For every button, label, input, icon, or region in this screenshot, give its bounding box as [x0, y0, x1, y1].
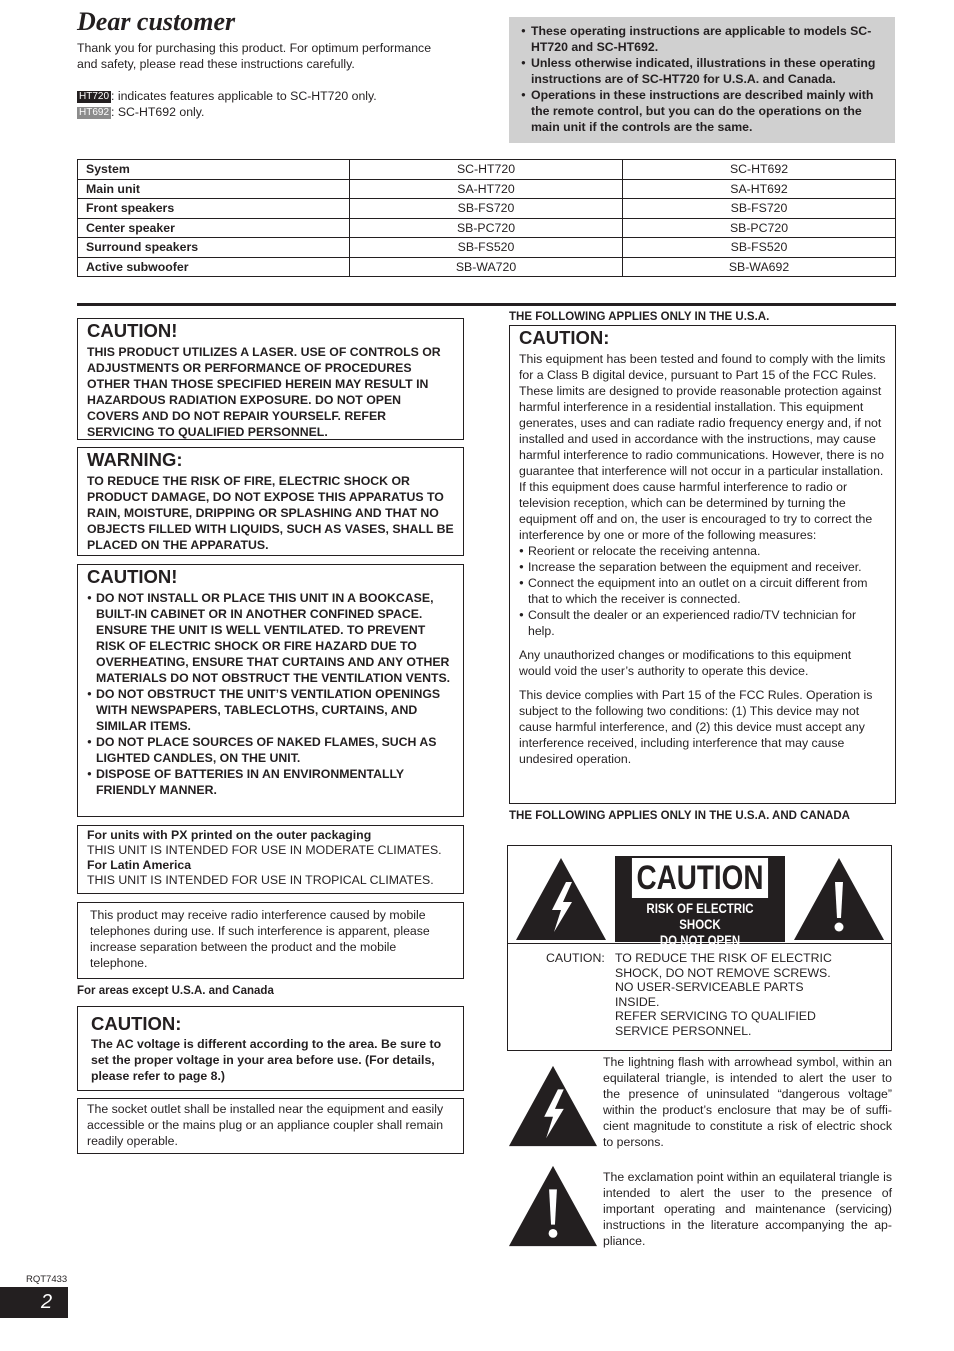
caution-plate [615, 856, 785, 948]
warning-box [77, 447, 464, 556]
fcc-caution-title: CAUTION: [519, 327, 610, 348]
ht720-tag-text: : indicates features applicable to SC-HT720 only. [111, 89, 377, 103]
radio-interference-text: This product may receive radio interference caused by mobile telephones during use. If such interference is apparent, please increase separation between the product and the mobile telephone. [90, 908, 430, 970]
fcc-caution-box [509, 325, 896, 804]
lightning-triangle-icon [514, 856, 608, 942]
tag-line-ht692 [77, 104, 497, 120]
px-heading: For units with PX printed on the outer packaging [87, 828, 372, 842]
list-item: ● DO NOT OBSTRUCT THE UNIT’S VENTILATION OPENINGS WITH NEWSPAPERS, TABLECLOTHS, CURTAINS, AND SIMILAR ITEMS. [87, 686, 454, 734]
areas-heading: For areas except U.S.A. and Canada [77, 985, 274, 997]
table-cell: SB-PC720 [623, 218, 896, 238]
ht692-tag: HT692 [79, 107, 110, 118]
caution-plate-title: CAUTION [632, 858, 768, 898]
latin-text: THIS UNIT IS INTENDED FOR USE IN TROPICAL CLIMATES. [87, 873, 434, 887]
table-cell: Active subwoofer [78, 257, 350, 277]
note-item: ● Operations in these instructions are described mainly with the remote control, but you can do the operations on the main unit if the controls are the same. [521, 87, 883, 135]
table-cell: SB-PC720 [350, 218, 623, 238]
voltage-caution-text: The AC voltage is different according to the area. Be sure to set the proper voltage in your area before use. (For details, please refer to page 8.) [91, 1037, 442, 1083]
px-text: THIS UNIT IS INTENDED FOR USE IN MODERATE CLIMATES. [87, 843, 442, 857]
table-cell: SC-HT720 [350, 160, 623, 180]
list-item: ● Reorient or relocate the receiving antenna. [519, 543, 886, 559]
laser-caution-box [77, 318, 464, 440]
exclamation-triangle-icon [507, 1163, 599, 1249]
ht720-tag: HT720 [79, 91, 110, 102]
intro-line: and safety, please read these instructions carefully. [77, 57, 355, 71]
table-cell: SB-WA720 [350, 257, 623, 277]
table-cell: SB-FS720 [350, 199, 623, 219]
table-cell: SA-HT720 [350, 179, 623, 199]
caution-line: TO REDUCE THE RISK OF ELECTRIC [615, 951, 832, 965]
table-cell: SB-FS520 [623, 238, 896, 258]
exclamation-symbol-text: The exclamation point within an equilateral triangle is intended to alert the user to the presence of important operating and maintenance (servicing) instructions in the literature accompanying the ap-pliance. [603, 1170, 892, 1248]
caution-lines [615, 951, 832, 1038]
caution-symbol-panel [507, 845, 892, 1051]
table-cell: SC-HT692 [623, 160, 896, 180]
exclamation-triangle-icon [792, 856, 886, 942]
caution-line: NO USER-SERVICEABLE PARTS [615, 980, 804, 994]
ventilation-caution-title: CAUTION! [87, 566, 178, 587]
section-divider [77, 303, 896, 306]
fcc-paragraph: This device complies with Part 15 of the FCC Rules. Operation is subject to the following two conditions: (1) This device may not cause harmful interference, and (2) this device must accept any interference received, including interference that may cause undesired operation. [519, 688, 873, 766]
usa-canada-heading: THE FOLLOWING APPLIES ONLY IN THE U.S.A. AND CANADA [509, 810, 850, 822]
caution-line: SHOCK, DO NOT REMOVE SCREWS. [615, 965, 831, 980]
table-row [78, 218, 896, 238]
table-row [78, 238, 896, 258]
table-cell: SB-FS720 [623, 199, 896, 219]
caution-line: REFER SERVICING TO QUALIFIED [615, 1009, 816, 1023]
socket-box [77, 1098, 464, 1154]
lightning-triangle-icon [507, 1063, 599, 1149]
list-item: ● DO NOT INSTALL OR PLACE THIS UNIT IN A BOOKCASE, BUILT-IN CABINET OR IN ANOTHER CONFINED SPACE. ENSURE THE UNIT IS WELL VENTILATED. TO PREVENT RISK OF ELECTRIC SHOCK OR FIRE HAZARD DUE TO OVERHEATING, ENSURE THAT CURTAINS AND ANY OTHER MATERIALS DO NOT OBSTRUCT THE VENTILATION VENTS. [87, 590, 454, 686]
table-cell: SB-WA692 [623, 257, 896, 277]
usa-heading: THE FOLLOWING APPLIES ONLY IN THE U.S.A. [509, 311, 770, 323]
note-item: ● These operating instructions are applicable to models SC-HT720 and SC-HT692. [521, 23, 883, 55]
laser-caution-title: CAUTION! [87, 320, 178, 341]
table-cell: Center speaker [78, 218, 350, 238]
list-item: ● DO NOT PLACE SOURCES OF NAKED FLAMES, SUCH AS LIGHTED CANDLES, ON THE UNIT. [87, 734, 454, 766]
caution-plate-subtitle [629, 901, 772, 949]
caution-line: INSIDE. [615, 994, 660, 1009]
latin-heading: For Latin America [87, 858, 192, 872]
warning-text: TO REDUCE THE RISK OF FIRE, ELECTRIC SHOCK OR PRODUCT DAMAGE, DO NOT EXPOSE THIS APPARATUS TO RAIN, MOISTURE, DRIPPING OR SPLASHING AND THAT NO OBJECTS FILLED WITH LIQUIDS, SUCH AS VASES, SHALL BE PLACED ON THE APPARATUS. [87, 474, 454, 552]
lightning-symbol-text: The lightning flash with arrowhead symbol, within an equilateral triangle, is intended to alert the user to the presence of uninsulated “dangerous voltage” within the product’s enclosure that may be of suffi-cient magnitude to constitute a risk of electric shock to persons. [603, 1055, 892, 1149]
page-title: Dear customer [77, 7, 236, 36]
table-cell: System [78, 160, 350, 180]
intro-text [77, 40, 497, 120]
note-item: ● Unless otherwise indicated, illustrations in these operating instructions are of SC-HT720 for U.S.A. and Canada. [521, 55, 883, 87]
caution-plate-line: DO NOT OPEN [659, 933, 741, 948]
fcc-measures-list [519, 543, 886, 639]
page-number: 2 [0, 1287, 68, 1318]
notes-box [509, 17, 895, 143]
caution-plate-line: RISK OF ELECTRIC SHOCK [646, 901, 754, 932]
table-cell: SA-HT692 [623, 179, 896, 199]
table-row [78, 199, 896, 219]
radio-interference-box [77, 902, 464, 979]
table-row [78, 257, 896, 277]
caution-symbol-row [508, 846, 891, 948]
table-cell: Front speakers [78, 199, 350, 219]
fcc-paragraph: This equipment has been tested and found to comply with the limits for a Class B digital device, pursuant to Part 15 of the FCC Rules. [519, 352, 886, 382]
fcc-paragraph: These limits are designed to provide reasonable protection against harmful interference in a residential installation. This equipment generates, uses and can radiate radio frequency energy and, if not installed and used in accordance with the instructions, may cause harmful interference to radio communications. However, there is no guarantee that interference will not occur in a particular installation. If this equipment does cause harmful interference to radio or television reception, which can be determined by turning the equipment off and on, the user is encouraged to try to correct the interference by one or more of the following measures: [519, 384, 884, 542]
laser-caution-text: THIS PRODUCT UTILIZES A LASER. USE OF CONTROLS OR ADJUSTMENTS OR PERFORMANCE OF PROCEDURES OTHER THAN THOSE SPECIFIED HEREIN MAY RESULT IN HAZARDOUS RADIATION EXPOSURE. DO NOT OPEN COVERS AND DO NOT REPAIR YOURSELF. REFER SERVICING TO QUALIFIED PERSONNEL. [87, 345, 441, 439]
list-item: ● Increase the separation between the equipment and receiver. [519, 559, 886, 575]
tag-line-ht720 [77, 88, 497, 104]
caution-line: SERVICE PERSONNEL. [615, 1023, 752, 1038]
system-table [77, 159, 896, 277]
document-code: RQT7433 [26, 1274, 68, 1285]
ventilation-caution-box [77, 564, 464, 817]
table-cell: SB-FS520 [350, 238, 623, 258]
ht692-tag-text: : SC-HT692 only. [111, 105, 205, 119]
table-cell: Main unit [78, 179, 350, 199]
list-item: ● Consult the dealer or an experienced radio/TV technician for help. [519, 607, 886, 639]
warning-title: WARNING: [87, 449, 183, 470]
list-item: ● DISPOSE OF BATTERIES IN AN ENVIRONMENTALLY FRIENDLY MANNER. [87, 766, 454, 798]
table-row [78, 179, 896, 199]
climate-box [77, 825, 464, 894]
intro-line: Thank you for purchasing this product. For optimum performance [77, 41, 432, 55]
table-header-row [78, 160, 896, 180]
caution-label: CAUTION: [546, 951, 605, 965]
voltage-caution-box [77, 1006, 464, 1091]
voltage-caution-title: CAUTION: [91, 1013, 182, 1034]
ventilation-caution-list [87, 590, 454, 798]
socket-text: The socket outlet shall be installed near the equipment and easily accessible or the mains plug or an appliance coupler shall remain readily operable. [87, 1102, 444, 1148]
list-item: ● Connect the equipment into an outlet on a circuit different from that to which the receiver is connected. [519, 575, 886, 607]
fcc-paragraph: Any unauthorized changes or modifications to this equipment would void the user’s authority to operate this device. [519, 648, 852, 678]
table-cell: Surround speakers [78, 238, 350, 258]
